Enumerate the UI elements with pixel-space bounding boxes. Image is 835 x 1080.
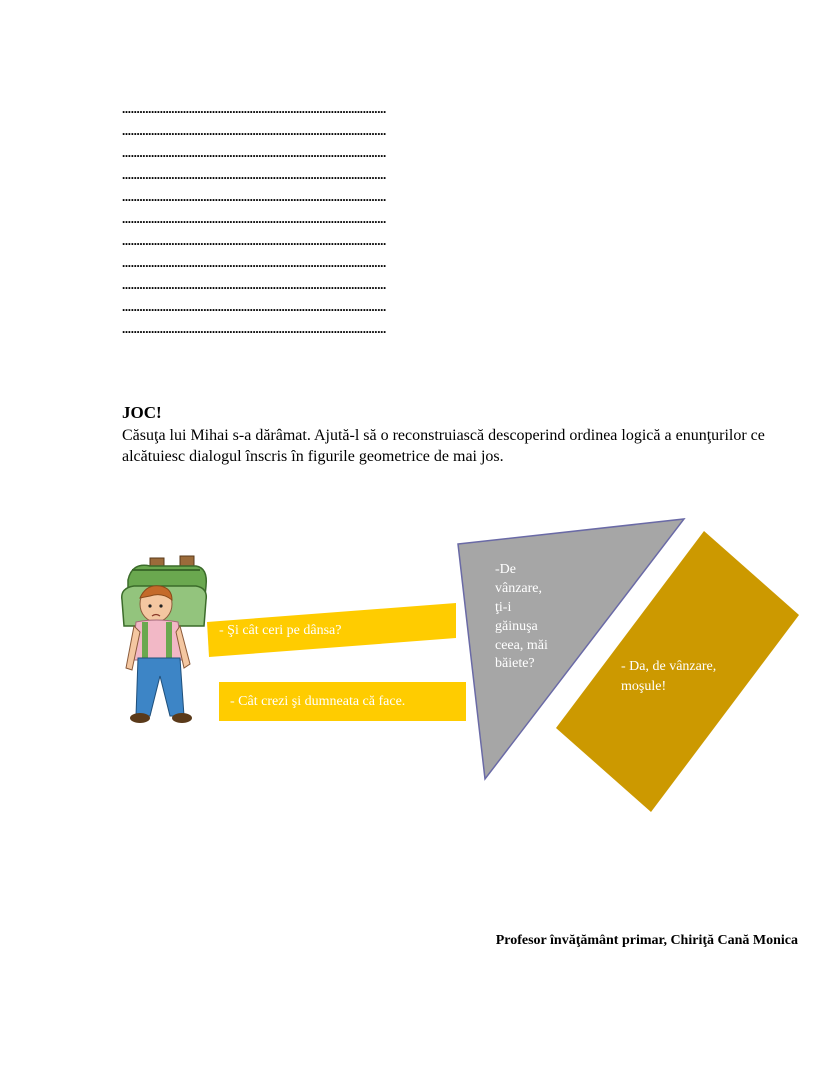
triangle-line: ţi-i [495, 600, 512, 615]
box1-text: - Şi cât ceri pe dânsa? [219, 623, 342, 638]
writing-line: ........................................................................................... [122, 299, 386, 314]
writing-line: ........................................................................................... [122, 101, 386, 116]
game-title: JOC! [122, 403, 162, 422]
triangle-line: ceea, măi [495, 638, 548, 653]
writing-line: ........................................................................................... [122, 211, 386, 226]
writing-line: ........................................................................................... [122, 233, 386, 248]
game-instruction: Căsuţa lui Mihai s-a dărâmat. Ajută-l să o reconstruiască descoperind ordinea logică a enunţurilor ce alcătuiesc dialogul înscris în figurile geometrice de mai jos. [122, 427, 765, 465]
boy-with-house-illustration [122, 556, 207, 723]
writing-line: ........................................................................................... [122, 255, 386, 270]
writing-line: ........................................................................................... [122, 321, 386, 336]
writing-line: ........................................................................................... [122, 123, 386, 138]
box2-text: - Cât crezi şi dumneata că face. [230, 694, 406, 709]
triangle-line: vânzare, [495, 581, 543, 596]
author-credit: Profesor învăţământ primar, Chiriţă Cană Monica [495, 933, 798, 948]
triangle-line: -De [495, 562, 516, 577]
writing-line: ........................................................................................... [122, 189, 386, 204]
triangle-line: găinuşa [495, 619, 538, 634]
parallelogram-line: - Da, de vânzare, [621, 659, 717, 674]
triangle-line: băiete? [495, 656, 535, 671]
writing-line: ........................................................................................... [122, 277, 386, 292]
parallelogram-line: moşule! [621, 679, 667, 694]
writing-line: ........................................................................................... [122, 167, 386, 182]
writing-line: ........................................................................................... [122, 145, 386, 160]
